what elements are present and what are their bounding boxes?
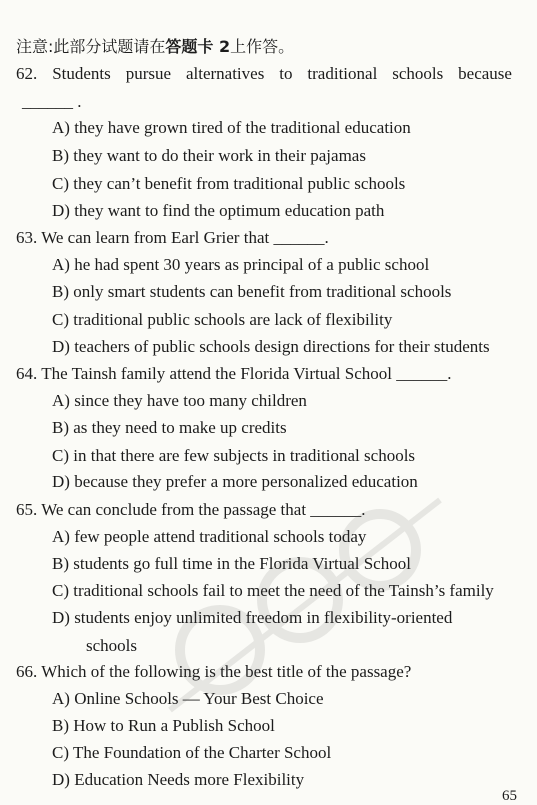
question-62-blank: ______ . <box>22 92 82 111</box>
question-65-option-c: C) traditional schools fail to meet the need of the Tainsh’s family <box>52 581 494 600</box>
question-62-option-b: B) they want to do their work in their pajamas <box>52 146 366 165</box>
question-65-option-a: A) few people attend traditional schools today <box>52 527 367 546</box>
page-number: 65 <box>502 788 517 804</box>
question-63-option-d: D) teachers of public schools design directions for their students <box>52 337 490 356</box>
notice-prefix: 注意:此部分试题请在 <box>16 37 166 56</box>
question-62-option-d: D) they want to find the optimum education path <box>52 201 385 220</box>
question-62-option-a: A) they have grown tired of the traditional education <box>52 118 411 137</box>
question-63-option-a: A) he had spent 30 years as principal of a public school <box>52 255 430 274</box>
question-65-option-d: D) students enjoy unlimited freedom in flexibility-oriented <box>52 608 453 627</box>
question-63-option-b: B) only smart students can benefit from traditional schools <box>52 282 452 301</box>
question-64-option-a: A) since they have too many children <box>52 391 307 410</box>
question-65-stem: 65. We can conclude from the passage that ______. <box>16 500 366 519</box>
question-64-stem: 64. The Tainsh family attend the Florida Virtual School ______. <box>16 364 452 383</box>
question-63-stem: 63. We can learn from Earl Grier that ______. <box>16 228 329 247</box>
question-62-stem: 62. Students pursue alternatives to traditional schools because <box>16 64 512 83</box>
question-65-option-b: B) students go full time in the Florida Virtual School <box>52 554 411 573</box>
question-65-option-d-continued: schools <box>86 636 137 655</box>
question-64-option-c: C) in that there are few subjects in traditional schools <box>52 446 416 465</box>
question-62-option-c: C) they can’t benefit from traditional public schools <box>52 174 406 193</box>
question-66-stem: 66. Which of the following is the best title of the passage? <box>16 662 412 681</box>
question-64-option-b: B) as they need to make up credits <box>52 418 287 437</box>
question-66-option-c: C) The Foundation of the Charter School <box>52 743 332 762</box>
question-63-option-c: C) traditional public schools are lack of flexibility <box>52 310 393 329</box>
question-66-option-a: A) Online Schools — Your Best Choice <box>52 689 324 708</box>
notice-emphasis: 答题卡 2 <box>165 37 231 56</box>
answer-sheet-notice <box>16 34 294 57</box>
question-66-option-b: B) How to Run a Publish School <box>52 716 275 735</box>
question-64-option-d: D) because they prefer a more personalized education <box>52 472 418 491</box>
notice-suffix: 上作答。 <box>230 37 295 56</box>
question-66-option-d: D) Education Needs more Flexibility <box>52 770 305 789</box>
